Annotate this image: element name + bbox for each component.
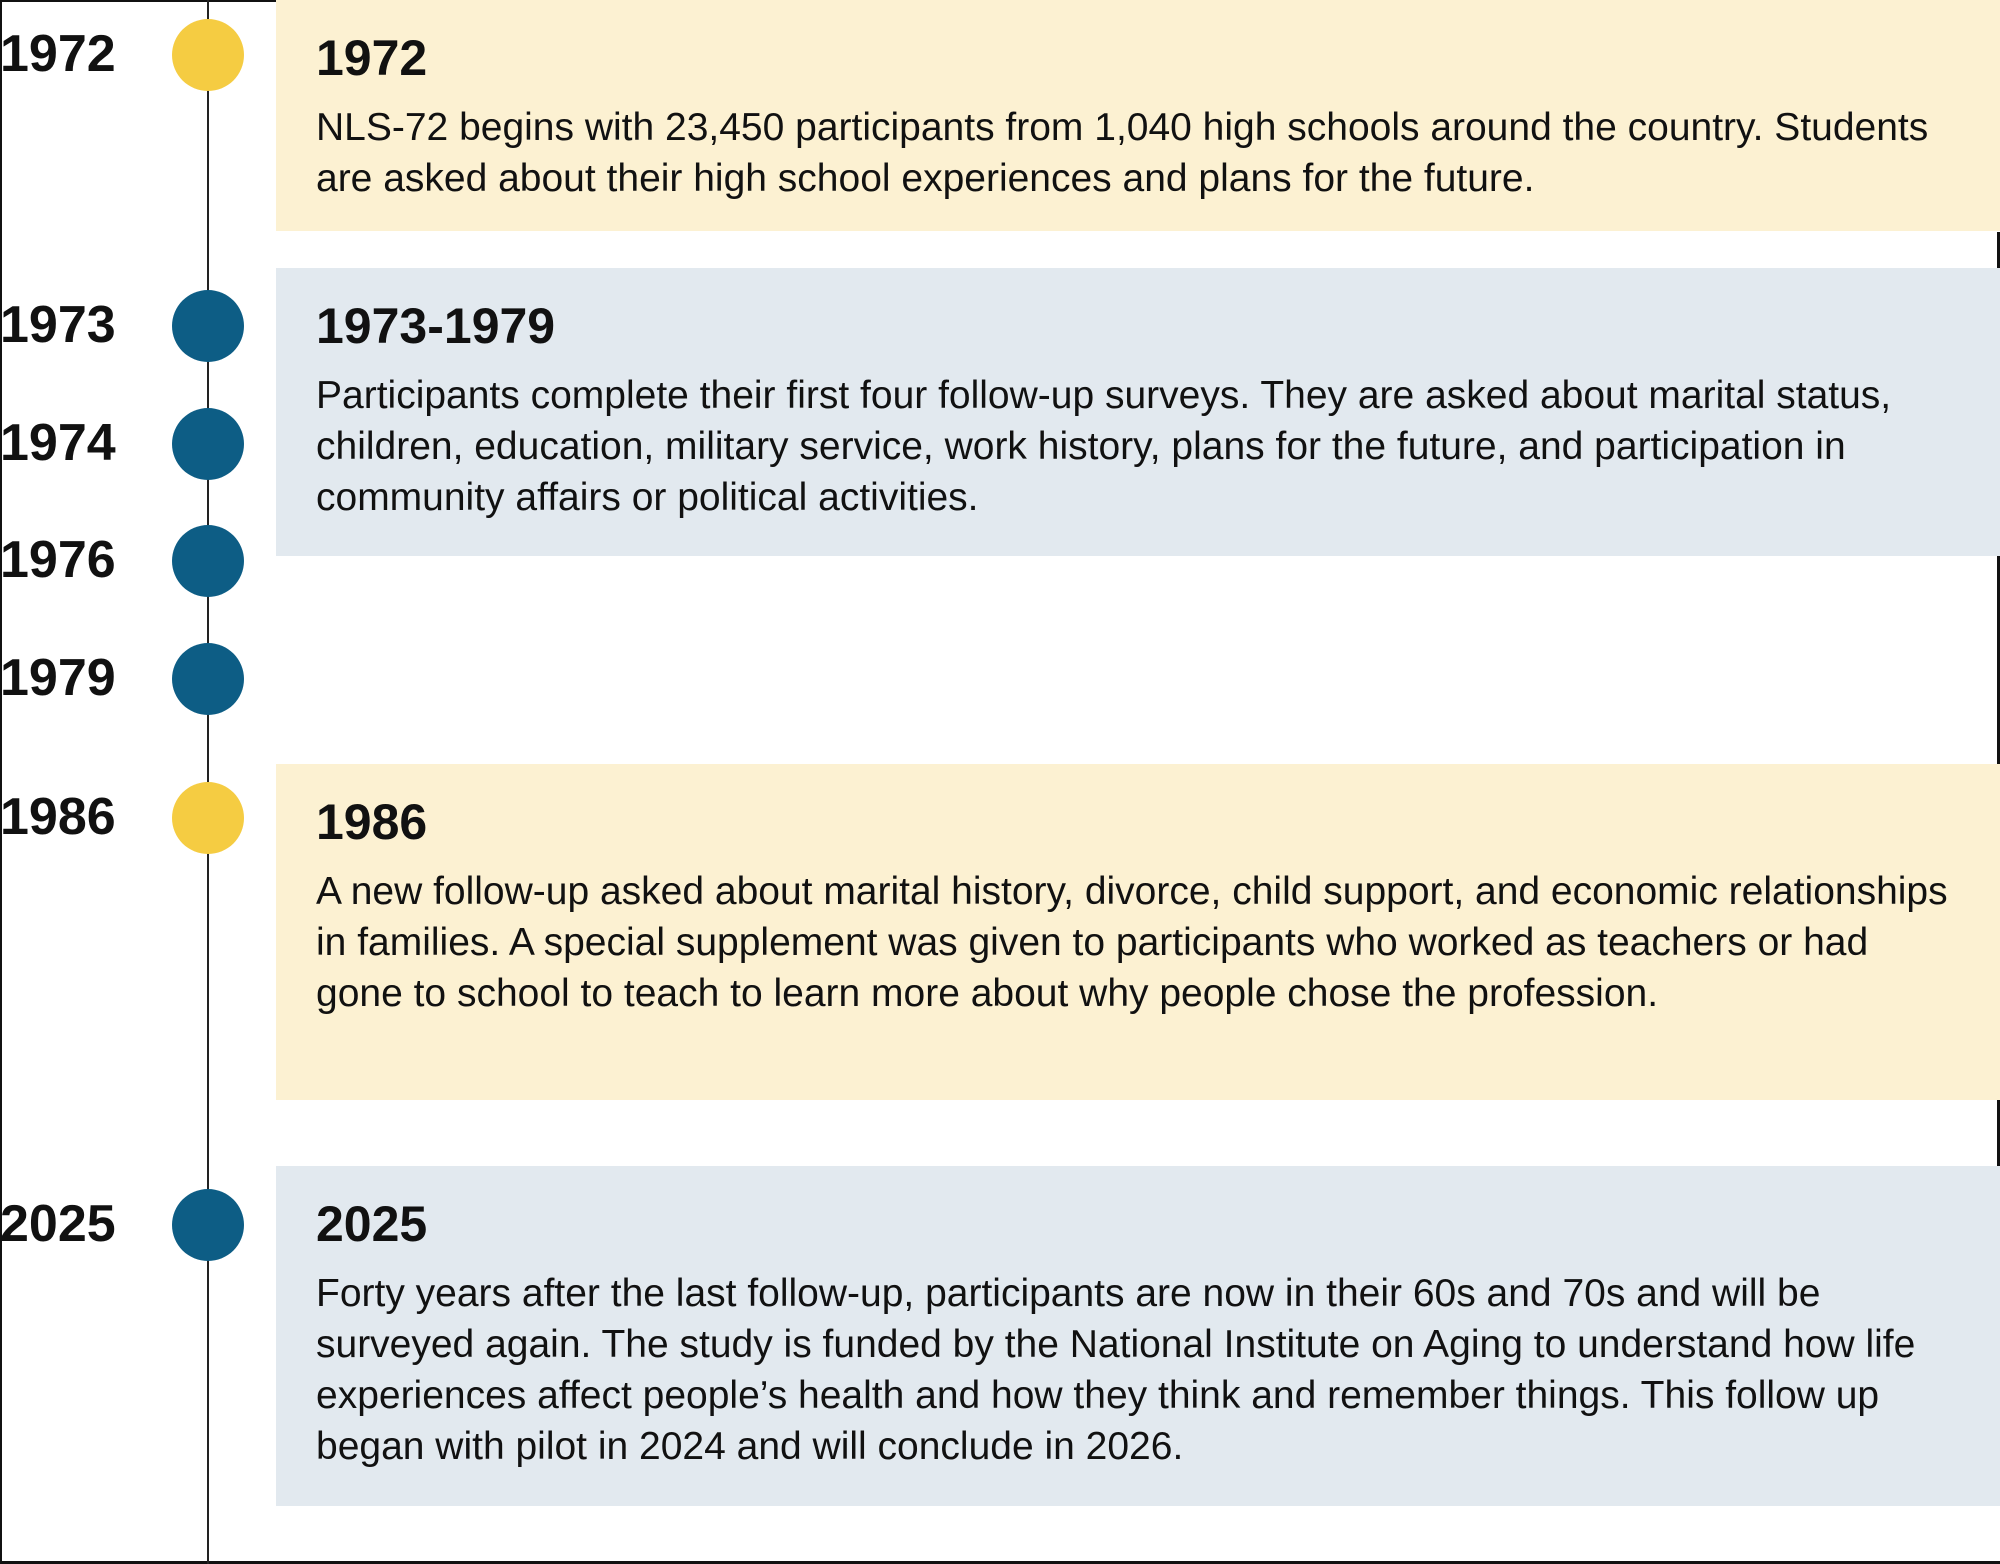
year-label-1973: 1973 bbox=[0, 296, 116, 354]
year-label-2025: 2025 bbox=[0, 1195, 116, 1253]
year-label-1976: 1976 bbox=[0, 531, 116, 589]
timeline-marker-2025 bbox=[172, 1189, 244, 1261]
event-description: NLS-72 begins with 23,450 participants from 1,040 high schools around the country. Students are asked about their high school experiences and plans for the future. bbox=[316, 106, 1929, 200]
timeline-marker-1973 bbox=[172, 290, 244, 362]
event-title: 1972 bbox=[316, 30, 428, 86]
frame-left-border bbox=[0, 0, 2, 1564]
event-title: 1986 bbox=[316, 794, 428, 850]
event-description: Forty years after the last follow-up, participants are now in their 60s and 70s and will be surveyed again. The study is funded by the National Institute on Aging to understand how life experiences affect people’s health and how they think and remember things. This follow up began with pilot in 2024 and will conclude in 2026. bbox=[316, 1272, 1916, 1468]
year-label-1986: 1986 bbox=[0, 788, 116, 846]
timeline-marker-1976 bbox=[172, 525, 244, 597]
frame-top-border bbox=[0, 0, 280, 2]
event-card-1986 bbox=[276, 764, 2000, 1100]
year-label-1972: 1972 bbox=[0, 25, 116, 83]
event-description: A new follow-up asked about marital history, divorce, child support, and economic relationships in families. A special supplement was given to participants who worked as teachers or had gone to school to teach to learn more about why people chose the profession. bbox=[316, 870, 1948, 1015]
timeline-marker-1979 bbox=[172, 643, 244, 715]
year-label-1979: 1979 bbox=[0, 649, 116, 707]
event-title: 2025 bbox=[316, 1196, 428, 1252]
event-card-1972 bbox=[276, 0, 2000, 231]
timeline-marker-1972 bbox=[172, 19, 244, 91]
event-card-1973-1979 bbox=[276, 268, 2000, 556]
event-card-2025 bbox=[276, 1166, 2000, 1506]
timeline-marker-1974 bbox=[172, 408, 244, 480]
timeline-marker-1986 bbox=[172, 782, 244, 854]
event-description: Participants complete their first four follow-up surveys. They are asked about marital status, children, education, military service, work history, plans for the future, and participation in community affairs or political activities. bbox=[316, 374, 1892, 519]
event-title: 1973-1979 bbox=[316, 298, 556, 354]
year-label-1974: 1974 bbox=[0, 414, 116, 472]
